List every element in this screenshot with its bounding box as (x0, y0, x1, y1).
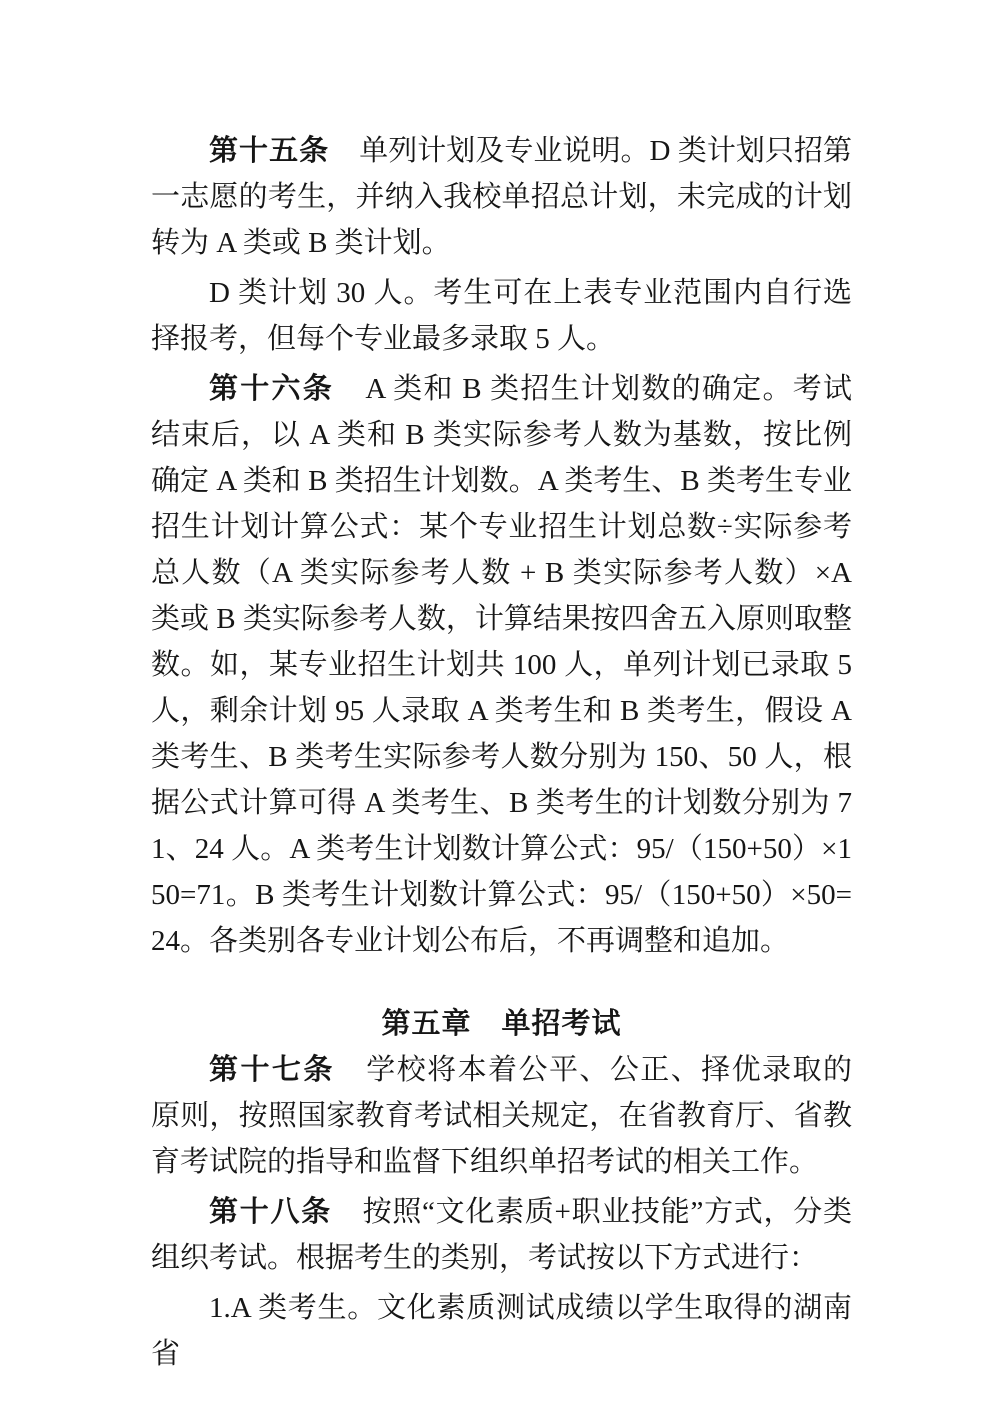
article-number: 第十八条 (209, 1196, 363, 1228)
article-number: 第十五条 (209, 135, 360, 167)
document-body (151, 128, 852, 1377)
chapter-5-heading (151, 1001, 852, 1047)
article-16-paragraph (151, 366, 852, 964)
paragraph-text: 单列计划及专业说明。D 类计划只招第一志愿的考生，并纳入我校单招总计划，未完成的计划转为 A 类或 B 类计划。 (151, 135, 852, 259)
paragraph-text: 学校将本着公平、公正、择优录取的原则，按照国家教育考试相关规定，在省教育厅、省教育考试院的指导和监督下组织单招考试的相关工作。 (151, 1054, 852, 1178)
paragraph-text: 1.A 类考生。文化素质测试成绩以学生取得的湖南省 (151, 1292, 852, 1370)
d-plan-quota-paragraph (151, 270, 852, 362)
article-number: 第十七条 (209, 1054, 367, 1086)
paragraph-text: 按照“文化素质+职业技能”方式，分类组织考试。根据考生的类别，考试按以下方式进行： (151, 1196, 852, 1274)
a-category-exam-paragraph (151, 1285, 852, 1377)
paragraph-text: A 类和 B 类招生计划数的确定。考试结束后，以 A 类和 B 类实际参考人数为基数，按比例确定 A 类和 B 类招生计划数。A 类考生、B 类考生专业招生计划计算公式：某个专业招生计划总数÷实际参考总人数（A 类实际参考人数 + B 类实际参考人数）×A 类或 B 类实际参考人数，计算结果按四舍五入原则取整数。如，某专业招生计划共 100 人，单列计划已录取 5 人，剩余计划 95 人录取 A 类考生和 B 类考生，假设 A 类考生、B 类考生实际参考人数分别为 150、50 人，根据公式计算可得 A 类考生、B 类考生的计划数分别为 71、24 人。A 类考生计划数计算公式：95/（150+50）×150=71。B 类考生计划数计算公式：95/（150+50）×50=24。各类别各专业计划公布后，不再调整和追加。 (151, 373, 852, 957)
chapter-title-text: 第五章 单招考试 (381, 1008, 622, 1040)
article-number: 第十六条 (209, 373, 366, 405)
article-15-paragraph (151, 128, 852, 266)
article-17-paragraph (151, 1047, 852, 1185)
article-18-paragraph (151, 1189, 852, 1281)
paragraph-text: D 类计划 30 人。考生可在上表专业范围内自行选择报考，但每个专业最多录取 5 人。 (151, 277, 852, 355)
